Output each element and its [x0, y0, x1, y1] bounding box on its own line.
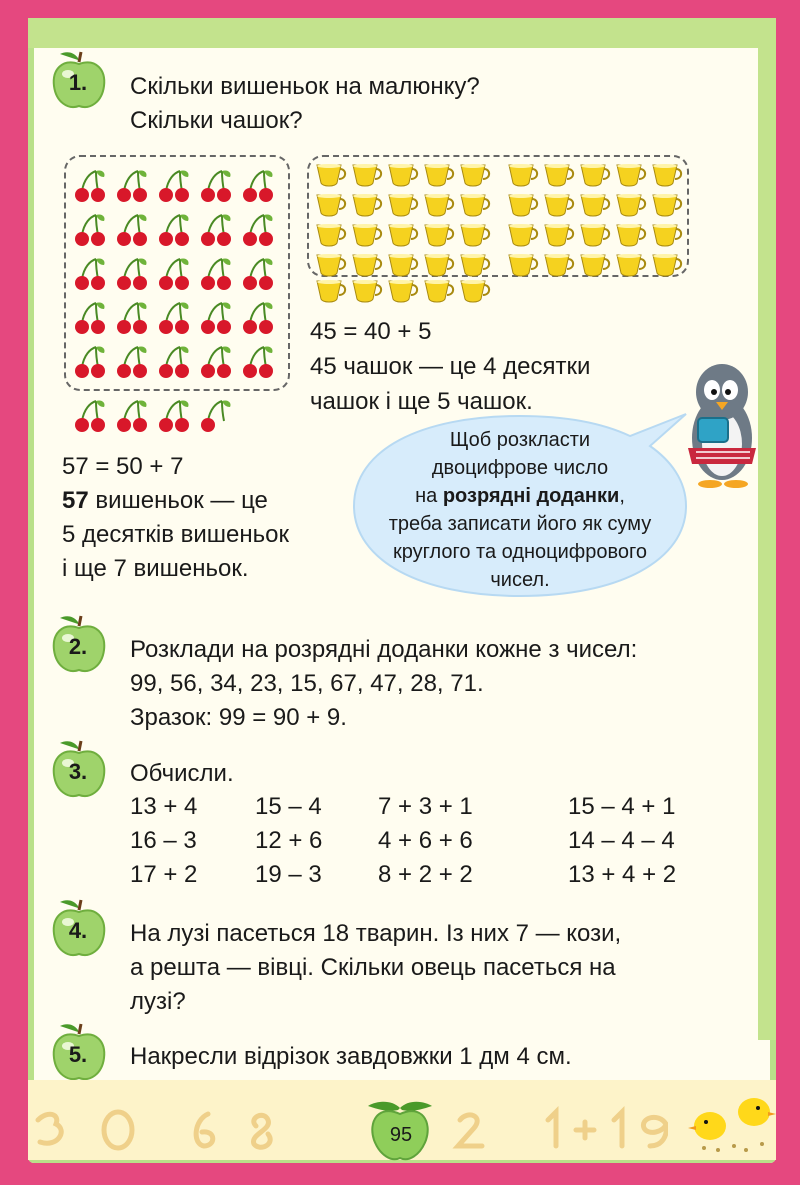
- cherry-pair-icon: [243, 346, 273, 378]
- cherry-pair-icon: [201, 400, 231, 432]
- cup-icon: [509, 224, 537, 246]
- cup-icon: [461, 280, 489, 302]
- ex3-r2-c0: 17 + 2: [130, 861, 198, 888]
- cup-icon: [461, 254, 489, 276]
- exercise-number: 4.: [68, 918, 88, 943]
- bubble-line3-start: на: [415, 485, 443, 507]
- cherry-pair-icon: [201, 302, 231, 334]
- ex2-line2: 99, 56, 34, 23, 15, 67, 47, 28, 71.: [130, 670, 484, 697]
- cherry-pair-icon: [117, 346, 147, 378]
- ex3-r1-c3: 14 – 4 – 4: [568, 827, 675, 854]
- cherry-pair-icon: [243, 258, 273, 290]
- cup-icon: [317, 280, 345, 302]
- cup-icon: [425, 254, 453, 276]
- ex2-line3: Зразок: 99 = 90 + 9.: [130, 704, 347, 731]
- ex4-line1: На лузі пасеться 18 тварин. Із них 7 — кози,: [130, 920, 622, 947]
- decorative-digits-icon: [28, 1100, 668, 1160]
- cup-icon: [617, 164, 645, 186]
- ex1-question-line1: Скільки вишеньок на малюнку?: [130, 73, 480, 100]
- ex3-r1-c1: 12 + 6: [255, 827, 323, 854]
- cherry-pair-icon: [75, 346, 105, 378]
- cup-icon: [581, 194, 609, 216]
- cup-icon: [389, 280, 417, 302]
- cherry-pair-icon: [75, 400, 105, 432]
- exercise-number: 2.: [68, 634, 88, 659]
- cup-icon: [425, 194, 453, 216]
- cup-icon: [545, 254, 573, 276]
- chicks-icon: [684, 1086, 776, 1156]
- cherry-pair-icon: [243, 214, 273, 246]
- ex3-r0-c3: 15 – 4 + 1: [568, 793, 676, 820]
- cherries-text-line3: і ще 7 вишеньок.: [62, 555, 249, 582]
- cherry-pair-icon: [75, 258, 105, 290]
- ex3-r2-c3: 13 + 4 + 2: [568, 861, 677, 888]
- ex4-line2: а решта — вівці. Скільки овець пасеться на: [130, 954, 616, 981]
- cherry-pair-icon: [243, 302, 273, 334]
- page-number: 95: [389, 1124, 413, 1146]
- bubble-line3-end: ,: [619, 485, 625, 507]
- cherry-pair-icon: [159, 302, 189, 334]
- bubble-line6: чисел.: [490, 569, 550, 591]
- cherry-pair-icon: [117, 400, 147, 432]
- cup-icon: [653, 224, 681, 246]
- cherry-pair-icon: [159, 346, 189, 378]
- apple-number-icon: [50, 1020, 108, 1084]
- cup-icon: [353, 254, 381, 276]
- bubble-line1: Щоб розкласти: [449, 429, 591, 451]
- bubble-term-bold: розрядні доданки: [442, 485, 620, 507]
- ex3-r2-c2: 8 + 2 + 2: [378, 861, 473, 888]
- ex2-line1: Розклади на розрядні доданки кожне з чисел:: [130, 636, 638, 663]
- ex3-r1-c2: 4 + 6 + 6: [378, 827, 473, 854]
- cup-icon: [581, 164, 609, 186]
- cup-icon: [389, 164, 417, 186]
- cherry-pair-icon: [117, 214, 147, 246]
- cup-icon: [509, 254, 537, 276]
- cherry-pair-icon: [117, 258, 147, 290]
- cup-icon: [545, 164, 573, 186]
- cups-text-line1: 45 чашок — це 4 десятки: [310, 353, 591, 380]
- penguin-icon: [680, 360, 760, 490]
- cup-icon: [617, 254, 645, 276]
- cherry-pair-icon: [201, 346, 231, 378]
- ex3-r0-c0: 13 + 4: [130, 793, 198, 820]
- cup-icon: [425, 164, 453, 186]
- exercise-number: 5.: [68, 1042, 88, 1067]
- cup-icon: [317, 254, 345, 276]
- ex4-line3: лузі?: [130, 988, 186, 1015]
- cup-icon: [317, 194, 345, 216]
- ex3-r0-c2: 7 + 3 + 1: [378, 793, 473, 820]
- cherry-pair-icon: [75, 302, 105, 334]
- apple-number-icon: [50, 612, 108, 676]
- ex3-r2-c1: 19 – 3: [255, 861, 322, 888]
- cup-icon: [425, 224, 453, 246]
- cup-icon: [461, 224, 489, 246]
- cherries-illustration: [64, 155, 304, 435]
- cups-equation: 45 = 40 + 5: [310, 318, 432, 345]
- cherries-text-rest: вишеньок — це: [88, 487, 268, 514]
- top-decor-strip: [28, 18, 776, 48]
- cup-icon: [545, 224, 573, 246]
- cherries-equation: 57 = 50 + 7: [62, 453, 184, 480]
- cup-icon: [353, 194, 381, 216]
- apple-number-icon: [50, 737, 108, 801]
- ex1-question-line2: Скільки чашок?: [130, 107, 303, 134]
- cherry-pair-icon: [159, 170, 189, 202]
- exercise-number: 1.: [68, 70, 88, 95]
- cup-icon: [317, 224, 345, 246]
- cup-icon: [509, 194, 537, 216]
- cup-icon: [545, 194, 573, 216]
- cherry-pair-icon: [201, 214, 231, 246]
- cherry-pair-icon: [117, 302, 147, 334]
- cup-icon: [461, 194, 489, 216]
- cup-icon: [653, 164, 681, 186]
- ex5-line1: Накресли відрізок завдовжки 1 дм 4 см.: [130, 1043, 572, 1070]
- cup-icon: [425, 280, 453, 302]
- cup-icon: [353, 280, 381, 302]
- cherry-pair-icon: [159, 400, 189, 432]
- ex3-r0-c1: 15 – 4: [255, 793, 322, 820]
- ex3-r1-c0: 16 – 3: [130, 827, 197, 854]
- bubble-line3: [350, 482, 690, 510]
- cherries-count-bold: 57: [62, 487, 89, 514]
- cup-icon: [617, 224, 645, 246]
- exercise-number: 3.: [68, 759, 88, 784]
- cherry-pair-icon: [75, 214, 105, 246]
- cup-icon: [617, 194, 645, 216]
- cup-icon: [581, 254, 609, 276]
- cup-icon: [353, 224, 381, 246]
- cherry-pair-icon: [159, 214, 189, 246]
- cup-icon: [389, 194, 417, 216]
- cherry-pair-icon: [117, 170, 147, 202]
- cups-text-line2: чашок і ще 5 чашок.: [310, 388, 533, 415]
- cup-icon: [317, 164, 345, 186]
- cherry-pair-icon: [159, 258, 189, 290]
- cups-illustration: [307, 155, 697, 315]
- cherries-text-line1: [62, 484, 268, 518]
- cup-icon: [389, 254, 417, 276]
- side-decor-strip: [758, 40, 776, 1040]
- apple-number-icon: [50, 896, 108, 960]
- cup-icon: [461, 164, 489, 186]
- cup-icon: [509, 164, 537, 186]
- cherry-pair-icon: [201, 170, 231, 202]
- cherry-pair-icon: [75, 170, 105, 202]
- cup-icon: [653, 254, 681, 276]
- cherries-text-line2: 5 десятків вишеньок: [62, 521, 289, 548]
- bubble-line2: двоцифрове число: [431, 457, 609, 479]
- cherry-pair-icon: [243, 170, 273, 202]
- bubble-line4: треба записати його як суму: [388, 513, 652, 535]
- cup-icon: [353, 164, 381, 186]
- ex3-title: Обчисли.: [130, 760, 234, 787]
- cup-icon: [389, 224, 417, 246]
- apple-number-icon: [50, 48, 108, 112]
- cup-icon: [653, 194, 681, 216]
- cup-icon: [581, 224, 609, 246]
- bubble-line5: круглого та одноцифрового: [392, 541, 648, 563]
- cherry-pair-icon: [201, 258, 231, 290]
